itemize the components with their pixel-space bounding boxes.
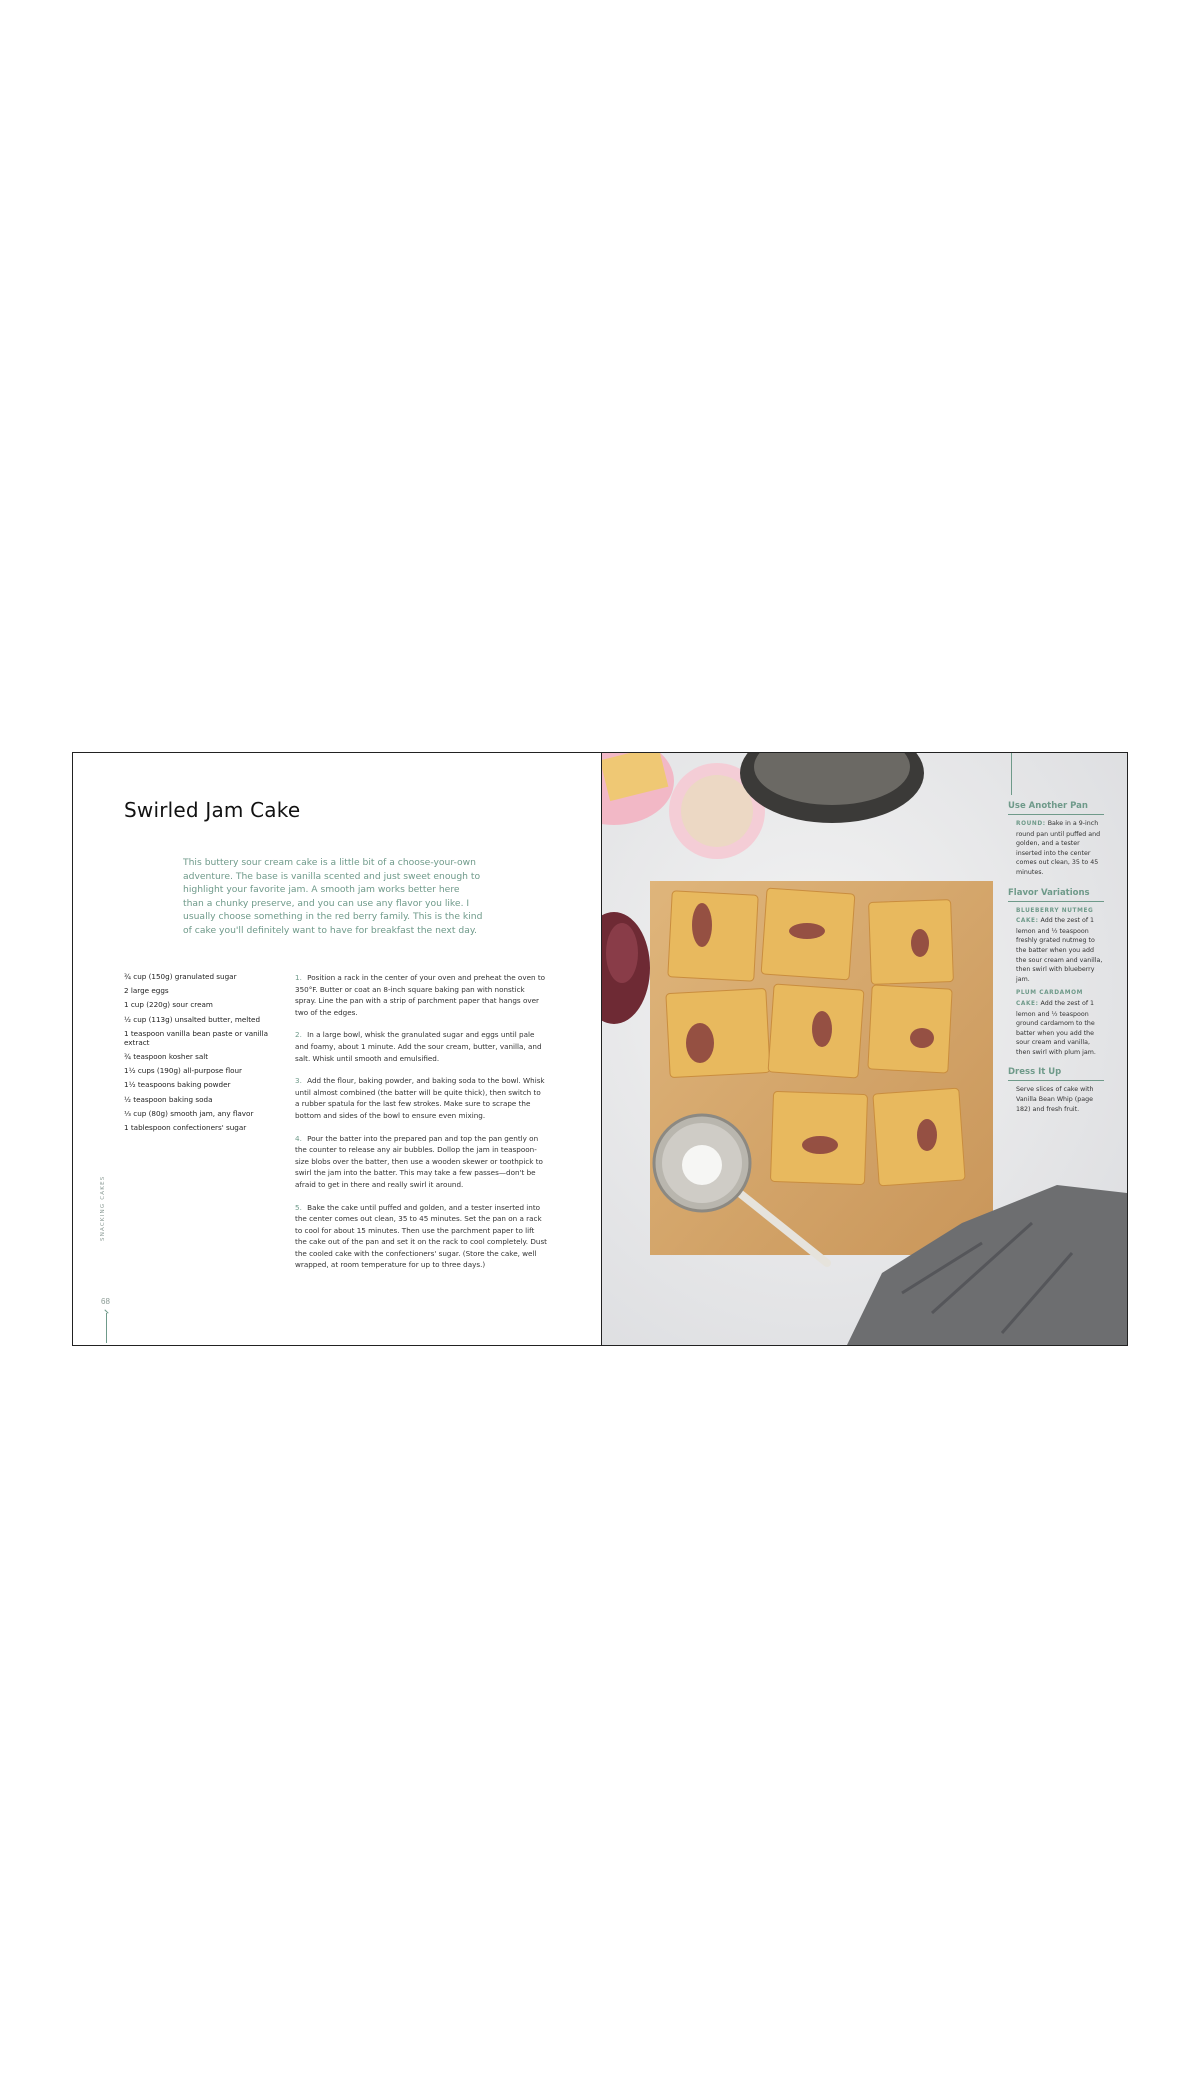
book-spread [72,752,1128,1346]
step-3 [295,1075,547,1121]
list-item: ⅓ cup (80g) smooth jam, any flavor [124,1108,254,1118]
step-number: 1. [295,973,302,982]
page-rule-arrow [106,1313,107,1343]
step-1 [295,972,547,1018]
left-page [73,753,602,1345]
step-5 [295,1202,547,1272]
step-text: Pour the batter into the prepared pan and top the pan gently on the counter to release any air bubbles. Dollop the jam in teaspoon-size blobs over the batter, then use a wooden skewer or toothpick to swirl the jam into the batter. This may take a few passes—don't be afraid to get in there and really swirl it around. [295,1133,543,1189]
list-item: 1 teaspoon vanilla bean paste or vanilla extract [124,1028,269,1047]
arrow-down-icon [1011,753,1012,795]
step-text: Position a rack in the center of your oven and preheat the oven to 350°F. Butter or coat an 8-inch square baking pan with nonstick spray. Line the pan with a strip of parchment paper that hangs over two of the edges. [295,973,546,1017]
list-item: ¾ teaspoon kosher salt [124,1051,209,1061]
list-item: ½ teaspoon baking soda [124,1094,213,1104]
step-text: Bake the cake until puffed and golden, and a tester inserted into the center comes out clean, 35 to 45 minutes. Set the pan on a rack to cool for about 15 minutes. Then use the parchment paper to lift the cake out of the pan and set it on the rack to cool completely. Dust the cooled cake with the confectioners' sugar. (Store the cake, well wrapped, at room temperature for up to three days.) [295,1202,548,1270]
recipe-title: Swirled Jam Cake [124,798,301,822]
method-steps [295,972,547,1282]
flavor-variations-heading: Flavor Variations [1008,888,1104,902]
use-another-pan-heading: Use Another Pan [1008,801,1104,815]
list-item: 1½ teaspoons baking powder [124,1080,231,1090]
recipe-sidebar [1008,753,1104,1114]
pan-note: ROUND: Bake in a 9-inch round pan until puffed and golden, and a tester inserted into the center comes out clean, 35 to 45 minutes. [1016,820,1101,876]
list-item: ½ cup (113g) unsalted butter, melted [124,1014,261,1024]
list-item: 1 tablespoon confectioners' sugar [124,1122,247,1132]
dress-note: Serve slices of cake with Vanilla Bean Whip (page 182) and fresh fruit. [1016,1086,1094,1113]
recipe-intro: This buttery sour cream cake is a little bit of a choose-your-own adventure. The base is vanilla scented and just sweet enough to highlight your favorite jam. A smooth jam works better here than a chunky preserve, and you can use any flavor you like. I usually choose something in the red berry family. This is the kind of cake you'll definitely want to have for breakfast the next day. [183,857,483,936]
step-text: Add the flour, baking powder, and baking soda to the bowl. Whisk until almost combined (the batter will be quite thick), then switch to a rubber spatula for the last few strokes. Make sure to scrape the bottom and sides of the bowl to ensure even mixing. [295,1076,545,1120]
section-label: SNACKING CAKES [100,1175,106,1241]
right-page [602,753,1127,1345]
ingredient-list [124,972,269,1137]
list-item: 1 cup (220g) sour cream [124,1000,213,1010]
step-4 [295,1133,547,1191]
step-number: 5. [295,1202,302,1212]
variation-2: PLUM CARDAMOM CAKE: Add the zest of 1 lemon and ½ teaspoon ground cardamom to the batter when you add the sour cream and vanilla, then swirl with plum jam. [1016,990,1096,1056]
list-item: 2 large eggs [124,986,169,996]
page-number: 68 [101,1297,110,1306]
step-2 [295,1029,547,1064]
step-number: 2. [295,1030,302,1040]
list-item: 1½ cups (190g) all-purpose flour [124,1066,243,1076]
step-text: In a large bowl, whisk the granulated sugar and eggs until pale and foamy, about 1 minute. Add the sour cream, butter, vanilla, and salt. Whisk until smooth and emulsified. [295,1030,542,1063]
variation-1: BLUEBERRY NUTMEG CAKE: Add the zest of 1 lemon and ½ teaspoon freshly grated nutmeg to the batter when you add the sour cream and vanilla, then swirl with blueberry jam. [1016,907,1103,983]
list-item: ¾ cup (150g) granulated sugar [124,972,237,981]
step-number: 3. [295,1076,302,1086]
step-number: 4. [295,1133,302,1143]
dress-it-up-heading: Dress It Up [1008,1067,1104,1081]
